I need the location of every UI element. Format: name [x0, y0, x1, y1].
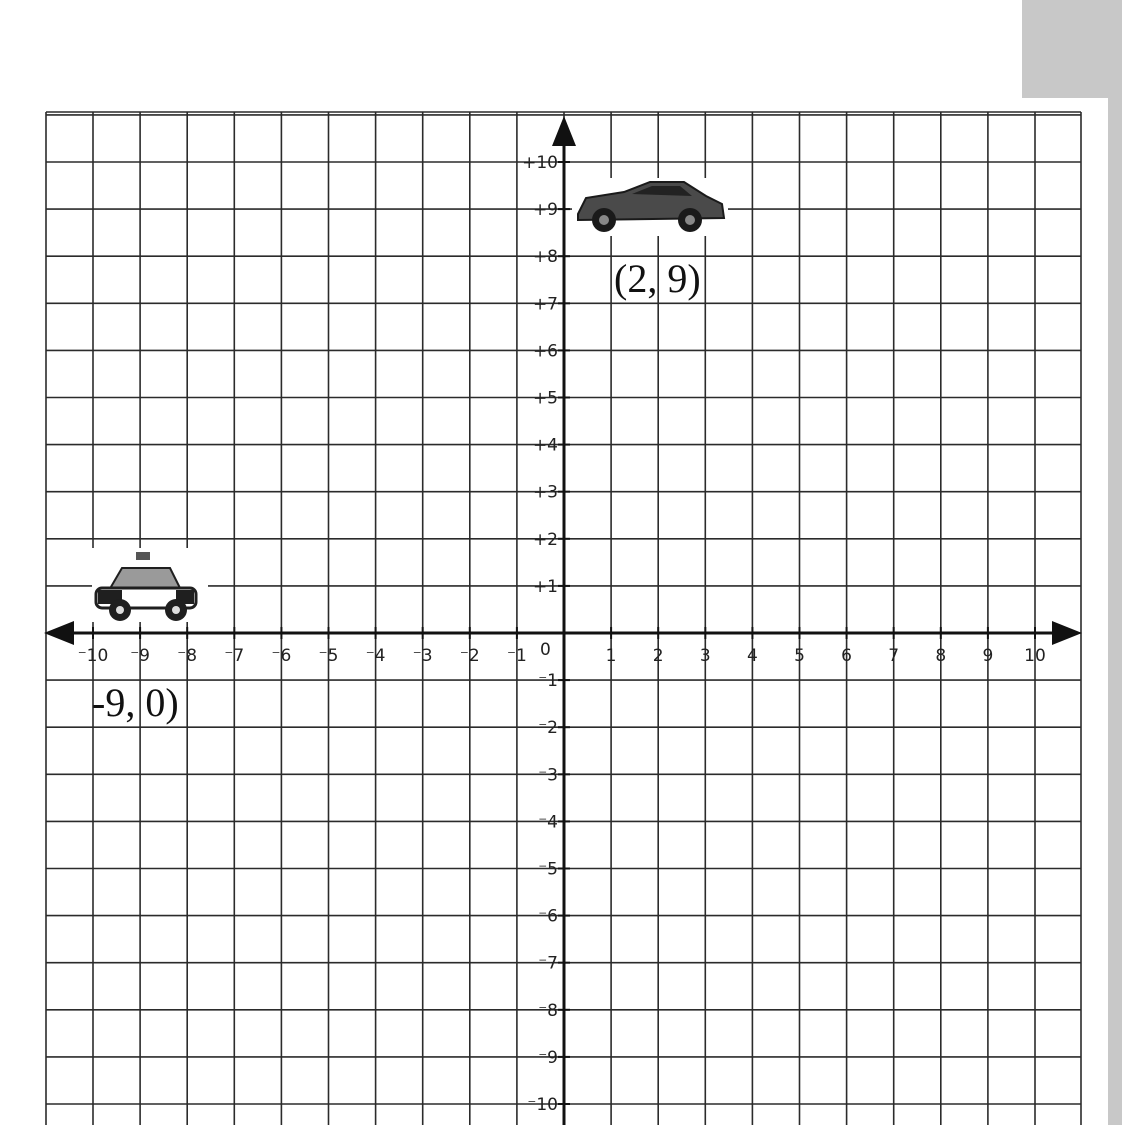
- x-tick-label: ⁻6: [271, 646, 292, 666]
- x-tick-label: 7: [888, 646, 900, 666]
- y-tick-label: ⁻5: [538, 859, 558, 880]
- y-tick-label: ⁻8: [538, 1000, 558, 1021]
- x-tick-label: ⁻7: [224, 646, 245, 666]
- x-tick-label: 4: [746, 646, 758, 666]
- x-tick-label: ⁻8: [177, 646, 198, 666]
- y-tick-label: +6: [532, 341, 558, 362]
- y-tick-label: +8: [532, 247, 558, 268]
- y-tick-label: +7: [532, 294, 558, 315]
- y-tick-label: +10: [522, 153, 558, 173]
- y-tick-label: +5: [532, 388, 558, 409]
- y-tick-label: ⁻9: [538, 1047, 558, 1068]
- y-tick-label: +2: [532, 529, 558, 550]
- x-tick-label: ⁻4: [365, 646, 386, 666]
- police-car-icon: [92, 548, 208, 622]
- y-tick-label: +3: [532, 482, 558, 503]
- y-tick-label: ⁻7: [538, 953, 558, 974]
- x-tick-label: ⁻9: [130, 646, 150, 666]
- x-tick-label: ⁻1: [507, 646, 527, 666]
- point-label-neg9-0: -9, 0): [92, 680, 179, 725]
- y-tick-label: ⁻6: [538, 906, 558, 927]
- x-tick-label: 2: [652, 646, 664, 666]
- x-tick-label: 3: [699, 646, 711, 666]
- x-tick-label: 9: [982, 646, 994, 666]
- x-tick-label: ⁻2: [459, 646, 480, 666]
- y-tick-label: ⁻4: [538, 812, 558, 833]
- origin-label: 0: [540, 640, 551, 660]
- x-tick-label: 10: [1024, 646, 1046, 666]
- y-tick-label: +4: [532, 435, 558, 456]
- x-tick-label: ⁻5: [318, 646, 339, 666]
- sports-car-icon: [572, 178, 728, 236]
- y-tick-label: ⁻1: [538, 671, 558, 692]
- y-tick-label: +9: [532, 200, 558, 221]
- x-tick-label: 6: [841, 646, 853, 666]
- y-tick-label: +1: [532, 576, 558, 597]
- y-axis-up-arrow: [552, 116, 576, 146]
- x-tick-label: ⁻10: [77, 646, 109, 666]
- x-tick-label: 5: [794, 646, 805, 666]
- x-tick-label: 1: [605, 646, 617, 666]
- y-tick-label: ⁻10: [527, 1095, 558, 1115]
- x-axis-left-arrow: [44, 621, 74, 645]
- x-axis-right-arrow: [1052, 621, 1082, 645]
- x-tick-label: 8: [935, 646, 947, 666]
- y-tick-label: ⁻2: [538, 718, 558, 739]
- y-tick-label: ⁻3: [538, 765, 558, 786]
- x-tick-label: ⁻3: [412, 646, 433, 666]
- point-label-2-9: (2, 9): [614, 256, 701, 301]
